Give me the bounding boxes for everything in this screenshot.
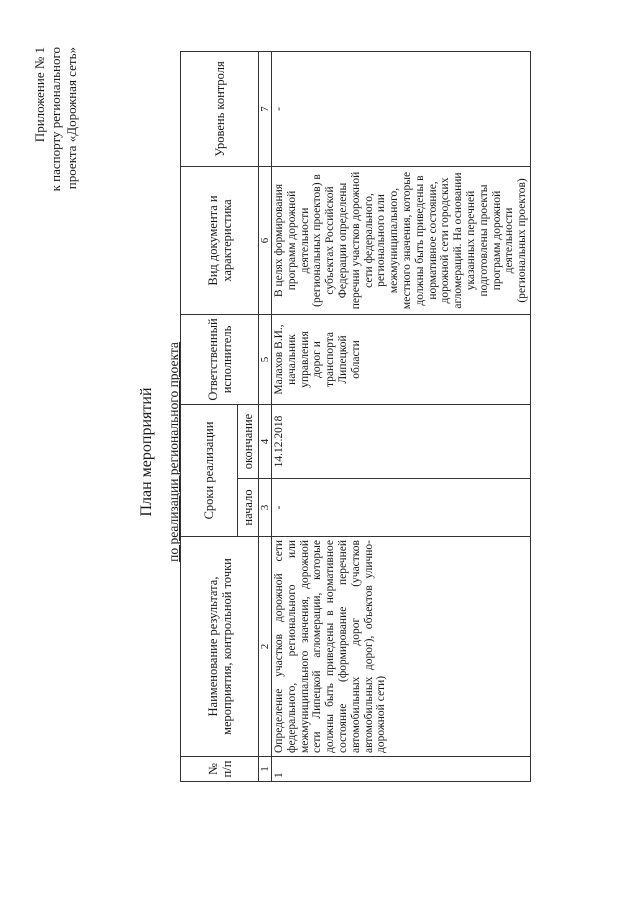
document-subtitle: по реализации регионального проекта [166, 342, 181, 562]
row-start: - [272, 479, 531, 537]
row-name: Определение участков дорожной сети федерального, регионального или межмуниципального значения, дорожной сети Липецкой агломерации, которые должны быть приведены в нормативное состояние (формирование перечней автомобильных дорог (участков автомобильных дорог), объектов улично-дорожной сети) [272, 537, 531, 757]
annex-line: к паспорту регионального [48, 47, 63, 192]
annex-note [32, 47, 80, 347]
row-executor: Малахов В.И., начальник управления дорог и транспорта Липецкой области [272, 314, 531, 404]
row-doc: В целях формирования программ дорожной деятельности (региональных проектов) в субъектах Российской Федерации определены перечни участков дорожной сети федерального, регионального или межмуниципального, местного значения, которые должны быть приведены в нормативное состояние, дорожной сети городских агломераций. На основании указанных перечней подготовлены проекты программ дорожной деятельности (региональных проектов) [272, 166, 531, 314]
row-end: 14.12.2018 [272, 404, 531, 478]
header-end: окончание [238, 404, 259, 478]
column-number: 2 [259, 537, 272, 757]
header-doc: Вид документа и характеристика [181, 166, 259, 314]
row-level: - [272, 51, 531, 166]
header-level: Уровень контроля [181, 51, 259, 166]
column-number: 4 [259, 404, 272, 478]
header-start: начало [238, 479, 259, 537]
column-number-row [259, 51, 272, 781]
column-number: 3 [259, 479, 272, 537]
document-sheet [20, 32, 620, 872]
table-row [272, 51, 531, 781]
header-num: № п/п [181, 757, 259, 782]
row-num: 1 [272, 757, 531, 782]
column-number: 5 [259, 314, 272, 404]
column-number: 7 [259, 51, 272, 166]
header-name: Наименование результата, мероприятия, контрольной точки [181, 537, 259, 757]
table-header-row [181, 51, 238, 781]
header-terms: Сроки реализации [181, 404, 238, 536]
annex-line: Приложение № 1 [32, 47, 47, 143]
header-executor: Ответственный исполнитель [181, 314, 259, 404]
document-title: План мероприятий [138, 387, 155, 517]
column-number: 6 [259, 166, 272, 314]
annex-line: проекта «Дорожная сеть» [64, 47, 79, 190]
activity-plan-table [180, 51, 531, 782]
column-number: 1 [259, 757, 272, 782]
